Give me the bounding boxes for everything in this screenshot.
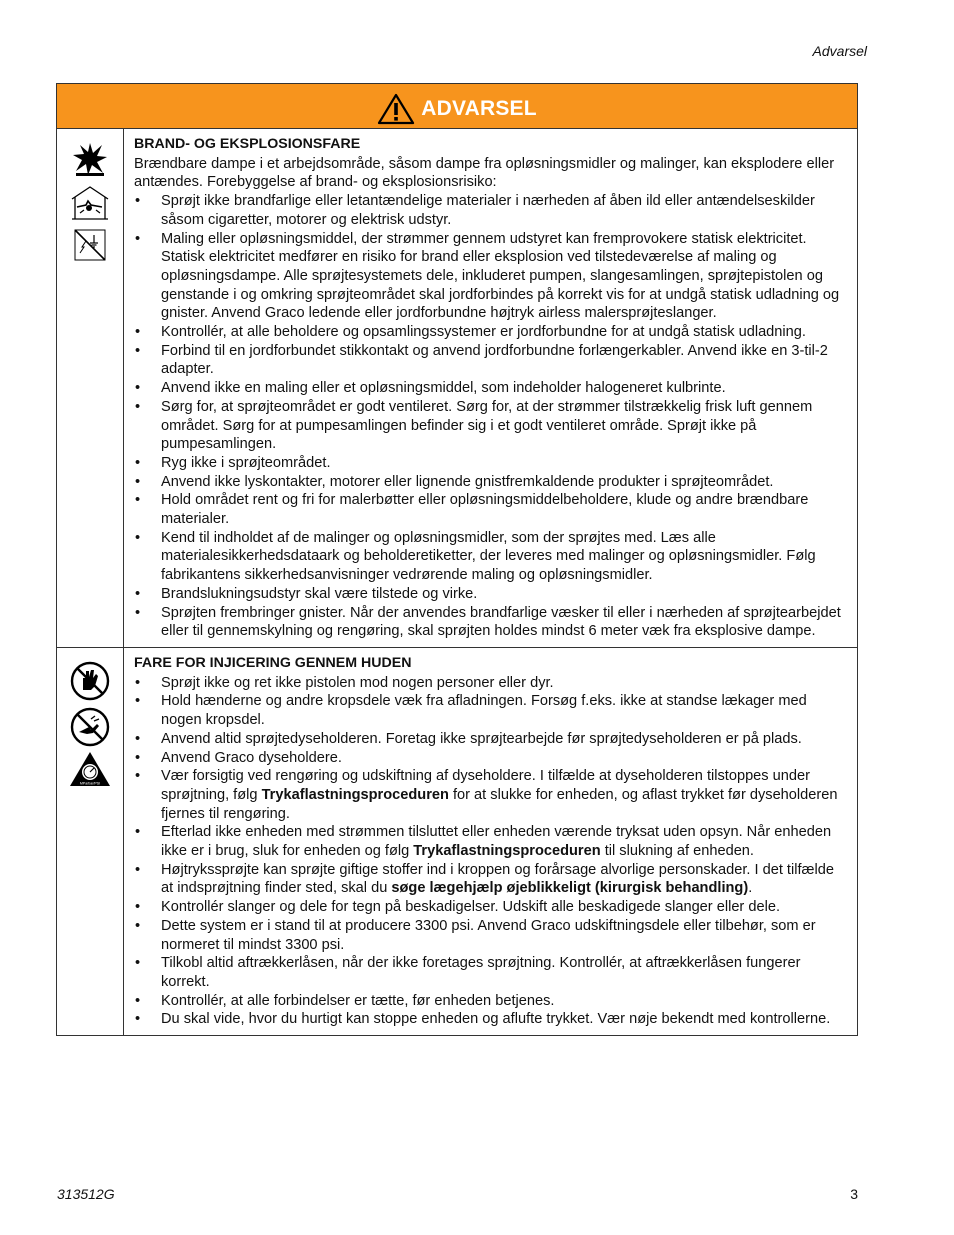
explosion-icon bbox=[72, 141, 108, 177]
list-item bbox=[134, 767, 849, 823]
fire-intro: Brændbare dampe i et arbejdsområde, såsom dampe fra opløsningsmidler og malinger, kan eksplodere eller antændes. Forebyggelse af brand- og eksplosionsrisiko: bbox=[134, 155, 835, 191]
pressure-warning-icon bbox=[68, 750, 112, 790]
list-item: • Anvend altid sprøjtedyseholderen. Foretag ikke sprøjtearbejde før sprøjtedyseholderen er på plads. bbox=[134, 730, 849, 749]
warning-banner bbox=[57, 84, 857, 129]
fire-text-column bbox=[124, 129, 857, 647]
no-spray-at-person-icon bbox=[69, 706, 111, 748]
list-item: • Sprøjten frembringer gnister. Når der anvendes brandfarlige væsker til eller i nærheden af sprøjtearbejdet eller til gennemskylning og rengøring, skal sprøjten holdes mindst 6 meter væk fra eksplosive dampe. bbox=[134, 604, 849, 641]
list-item: • Kontrollér slanger og dele for tegn på beskadigelser. Udskift alle beskadigede slanger eller dele. bbox=[134, 898, 849, 917]
list-item: • Anvend Graco dyseholdere. bbox=[134, 749, 849, 768]
list-item-bold: søge lægehjælp øjeblikkeligt (kirurgisk behandling) bbox=[391, 880, 749, 897]
list-item: • Kend til indholdet af de malinger og opløsningsmidler, som der sprøjtes med. Læs alle materialesikkerhedsdataark og beholderetiketter, der leveres med malinger og opløsningsmidler. Følg fabrikantens sikkerhedsanvisninger vedrørende maling og opløsningsmidler. bbox=[134, 529, 849, 585]
no-static-spark-icon bbox=[70, 225, 110, 265]
list-item-text: Efterlad ikke enheden med strømmen tilsluttet eller enheden værende tryksat uden opsyn. Når enheden ikke er i brug, sluk for enheden og følg bbox=[161, 824, 832, 860]
list-item: • Anvend ikke lyskontakter, motorer eller lignende gnistfremkaldende produkter i sprøjteområdet. bbox=[134, 473, 849, 492]
injection-icon-column bbox=[57, 648, 124, 1035]
list-item: • Sprøjt ikke og ret ikke pistolen mod nogen personer eller dyr. bbox=[134, 674, 849, 693]
pressure-icon-label: MPa/bar/PSI bbox=[79, 781, 101, 786]
warning-banner-title: ADVARSEL bbox=[421, 97, 537, 120]
fire-hazard-house-icon bbox=[68, 183, 112, 223]
injection-section-title: FARE FOR INJICERING GENNEM HUDEN bbox=[134, 654, 412, 671]
list-item: • Sprøjt ikke brandfarlige eller letantændelige materialer i nærheden af åben ild eller antændelseskilder såsom cigaretter, motorer og elektrisk udstyr. bbox=[134, 192, 849, 229]
skin-injection-section bbox=[57, 648, 857, 1035]
list-item: • Sørg for, at sprøjteområdet er godt ventileret. Sørg for, at der strømmer tilstrækkelig frisk luft gennem området. Sørg for at pumpesamlingen befinder sig i et godt ventileret område. Sprøjt ikke på pumpesamlingen. bbox=[134, 398, 849, 454]
list-item: • Ryg ikke i sprøjteområdet. bbox=[134, 454, 849, 473]
injection-text-column bbox=[124, 648, 857, 1035]
list-item-text: . bbox=[748, 880, 753, 897]
warning-banner-content bbox=[377, 93, 537, 125]
fire-bullet-list bbox=[134, 192, 849, 641]
list-item-text: for at slukke for enheden, og aflast trykket før dyseholderen fjernes til rengøring. bbox=[161, 786, 838, 822]
injection-bullet-list bbox=[134, 674, 849, 1029]
list-item: • Tilkobl altid aftrækkerlåsen, når der ikke foretages sprøjtning. Kontrollér, at aftrækkerlåsen fungerer korrekt. bbox=[134, 954, 849, 991]
list-item: • Anvend ikke en maling eller et opløsningsmiddel, som indeholder halogeneret kulbrinte. bbox=[134, 379, 849, 398]
list-item bbox=[134, 823, 849, 860]
no-hand-spray-icon bbox=[69, 660, 111, 702]
warning-triangle-icon bbox=[377, 93, 415, 125]
running-header: Advarsel bbox=[812, 43, 867, 59]
list-item: • Du skal vide, hvor du hurtigt kan stoppe enheden og aflufte trykket. Vær nøje bekendt med kontrollerne. bbox=[134, 1010, 849, 1029]
document-number: 313512G bbox=[57, 1186, 115, 1202]
list-item-text: Højtrykssprøjte kan sprøjte giftige stoffer ind i kroppen og forårsage alvorlige personskader. I det tilfælde at indsprøjtning finder sted, skal du bbox=[161, 861, 834, 897]
list-item: • Dette system er i stand til at producere 3300 psi. Anvend Graco udskiftningsdele eller tilbehør, som er normeret til mindst 3300 psi. bbox=[134, 917, 849, 954]
fire-section-title: BRAND- OG EKSPLOSIONSFARE bbox=[134, 136, 361, 152]
list-item bbox=[134, 861, 849, 898]
list-item: • Kontrollér, at alle beholdere og opsamlingssystemer er jordforbundne for at undgå statisk udladning. bbox=[134, 323, 849, 342]
list-item: • Kontrollér, at alle forbindelser er tætte, før enheden betjenes. bbox=[134, 992, 849, 1011]
list-item-bold: Trykaflastningsproceduren bbox=[261, 786, 449, 803]
fire-explosion-section bbox=[57, 129, 857, 648]
warning-table bbox=[56, 83, 858, 1036]
list-item: • Maling eller opløsningsmiddel, der strømmer gennem udstyret kan fremprovokere statisk elektricitet. Statisk elektricitet medfører en risiko for brand eller eksplosion ved tilstedeværelse af maling og opløsningsdampe. Alle sprøjtesystemets dele, inkluderet pumpen, slangesamlingen, sprøjtepistolen og genstande i og omkring sprøjteområdet skal jordforbindes på korrekt vis for at undgå statisk udladning og gnister. Anvend Graco ledende eller jordforbundne højtryk airless malersprøjteslanger. bbox=[134, 230, 849, 324]
list-item-text: Vær forsigtig ved rengøring og udskiftning af dyseholdere. I tilfælde at dyseholderen tilstoppes under sprøjtning, følg bbox=[161, 768, 810, 803]
fire-icon-column bbox=[57, 129, 124, 647]
list-item: • Hold hænderne og andre kropsdele væk fra afladningen. Forsøg f.eks. ikke at standse lækager med nogen kropsdel. bbox=[134, 692, 849, 729]
list-item-text: til slukning af enheden. bbox=[600, 843, 754, 860]
list-item: • Forbind til en jordforbundet stikkontakt og anvend jordforbundne forlængerkabler. Anvend ikke en 3-til-2 adapter. bbox=[134, 342, 849, 379]
list-item: • Hold området rent og fri for malerbøtter eller opløsningsmiddelbeholdere, klude og andre brændbare materialer. bbox=[134, 491, 849, 528]
list-item-bold: Trykaflastningsproceduren bbox=[413, 843, 601, 860]
list-item: • Brandslukningsudstyr skal være tilstede og virke. bbox=[134, 585, 849, 604]
page-number: 3 bbox=[850, 1186, 858, 1202]
